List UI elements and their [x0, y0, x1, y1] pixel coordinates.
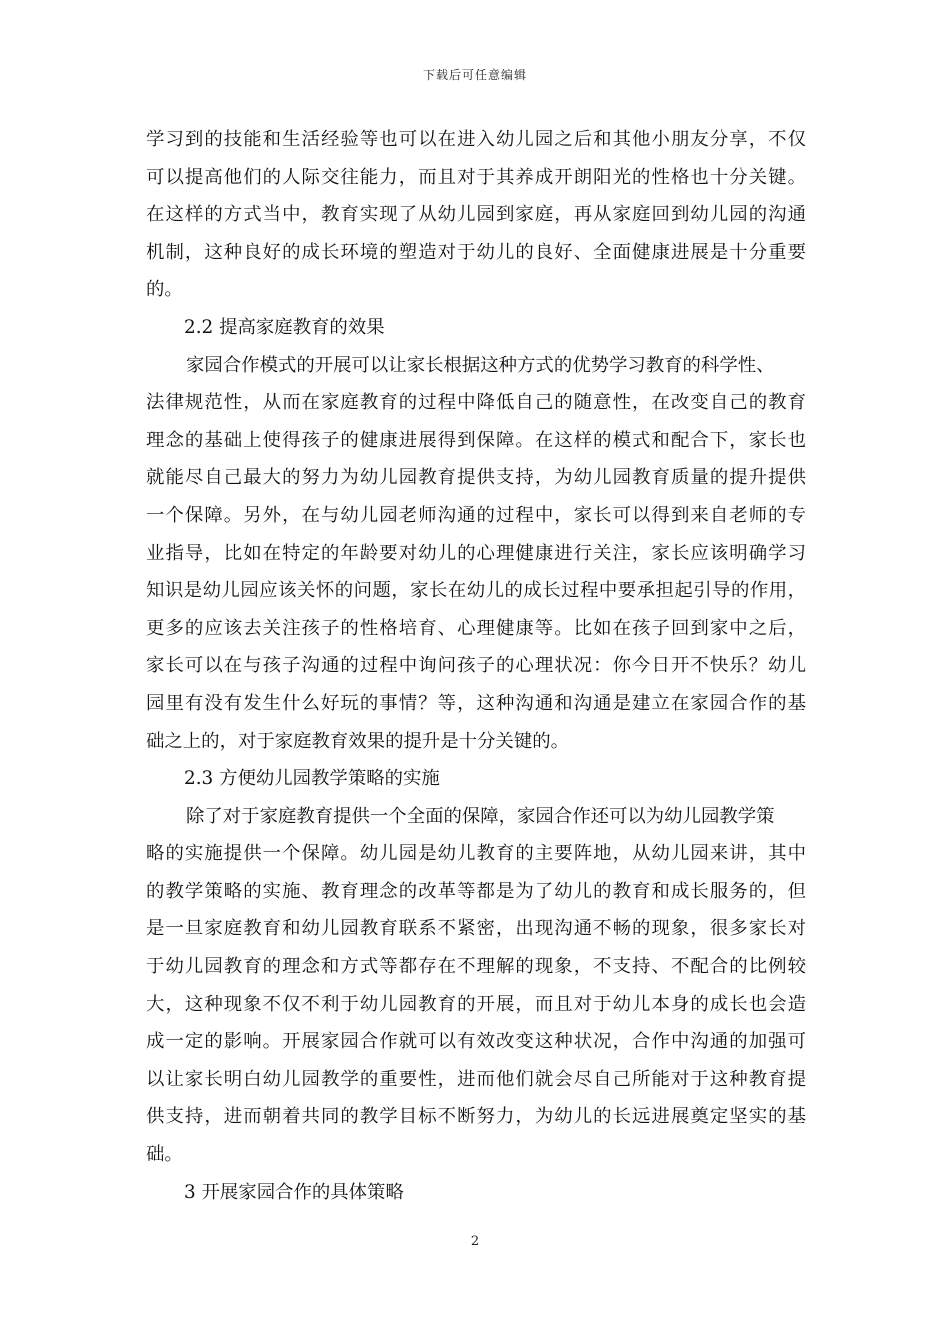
text-line: 业指导，比如在特定的年龄要对幼儿的心理健康进行关注，家长应该明确学习: [146, 542, 806, 564]
text-line: 在这样的方式当中，教育实现了从幼儿园到家庭，再从家庭回到幼儿园的沟通: [146, 204, 806, 226]
document-body: [146, 121, 806, 1211]
text-line: 家园合作模式的开展可以让家长根据这种方式的优势学习教育的科学性、: [186, 354, 775, 376]
text-line: 供支持，进而朝着共同的教学目标不断努力，为幼儿的长远进展奠定坚实的基: [146, 1106, 806, 1128]
text-line: 的。: [146, 279, 183, 301]
text-line: 除了对于家庭教育提供一个全面的保障，家园合作还可以为幼儿园教学策: [186, 805, 775, 827]
text-line: 法律规范性，从而在家庭教育的过程中降低自己的随意性，在改变自己的教育: [146, 392, 806, 414]
text-line: 学习到的技能和生活经验等也可以在进入幼儿园之后和其他小朋友分享，不仅: [146, 129, 806, 150]
section-heading: 3 开展家园合作的具体策略: [184, 1181, 404, 1203]
section-heading: 2.3 方便幼儿园教学策略的实施: [184, 768, 440, 790]
text-line: 大，这种现象不仅不利于幼儿园教育的开展，而且对于幼儿本身的成长也会造: [146, 993, 806, 1015]
page-number: 2: [470, 1234, 480, 1249]
text-line: 一个保障。另外，在与幼儿园老师沟通的过程中，家长可以得到来自老师的专: [146, 504, 806, 526]
text-line: 以让家长明白幼儿园教学的重要性，进而他们就会尽自己所能对于这种教育提: [146, 1068, 806, 1090]
text-line: 家长可以在与孩子沟通的过程中询问孩子的心理状况：你今日开不快乐？幼儿: [146, 655, 806, 677]
text-line: 理念的基础上使得孩子的健康进展得到保障。在这样的模式和配合下，家长也: [146, 429, 806, 451]
text-line: 知识是幼儿园应该关怀的问题，家长在幼儿的成长过程中要承担起引导的作用，: [146, 580, 806, 602]
text-line: 机制，这种良好的成长环境的塑造对于幼儿的良好、全面健康进展是十分重要: [146, 241, 806, 263]
text-line: 的教学策略的实施、教育理念的改革等都是为了幼儿的教育和成长服务的，但: [146, 880, 806, 902]
text-line: 于幼儿园教育的理念和方式等都存在不理解的现象，不支持、不配合的比例较: [146, 956, 806, 978]
section-heading: 2.2 提高家庭教育的效果: [184, 316, 385, 338]
text-line: 成一定的影响。开展家园合作就可以有效改变这种状况，合作中沟通的加强可: [146, 1031, 806, 1053]
text-line: 就能尽自己最大的努力为幼儿园教育提供支持，为幼儿园教育质量的提升提供: [146, 467, 806, 489]
text-line: 园里有没有发生什么好玩的事情？等，这种沟通和沟通是建立在家园合作的基: [146, 692, 806, 714]
page-header: 下载后可任意编辑: [422, 68, 527, 82]
text-line: 可以提高他们的人际交往能力，而且对于其养成开朗阳光的性格也十分关键。: [146, 166, 806, 188]
text-line: 是一旦家庭教育和幼儿园教育联系不紧密，出现沟通不畅的现象，很多家长对: [146, 918, 806, 940]
text-line: 础。: [146, 1144, 183, 1166]
text-line: 略的实施提供一个保障。幼儿园是幼儿教育的主要阵地，从幼儿园来讲，其中: [146, 843, 806, 865]
text-line: 更多的应该去关注孩子的性格培育、心理健康等。比如在孩子回到家中之后，: [146, 617, 806, 639]
text-line: 础之上的，对于家庭教育效果的提升是十分关键的。: [146, 730, 569, 752]
